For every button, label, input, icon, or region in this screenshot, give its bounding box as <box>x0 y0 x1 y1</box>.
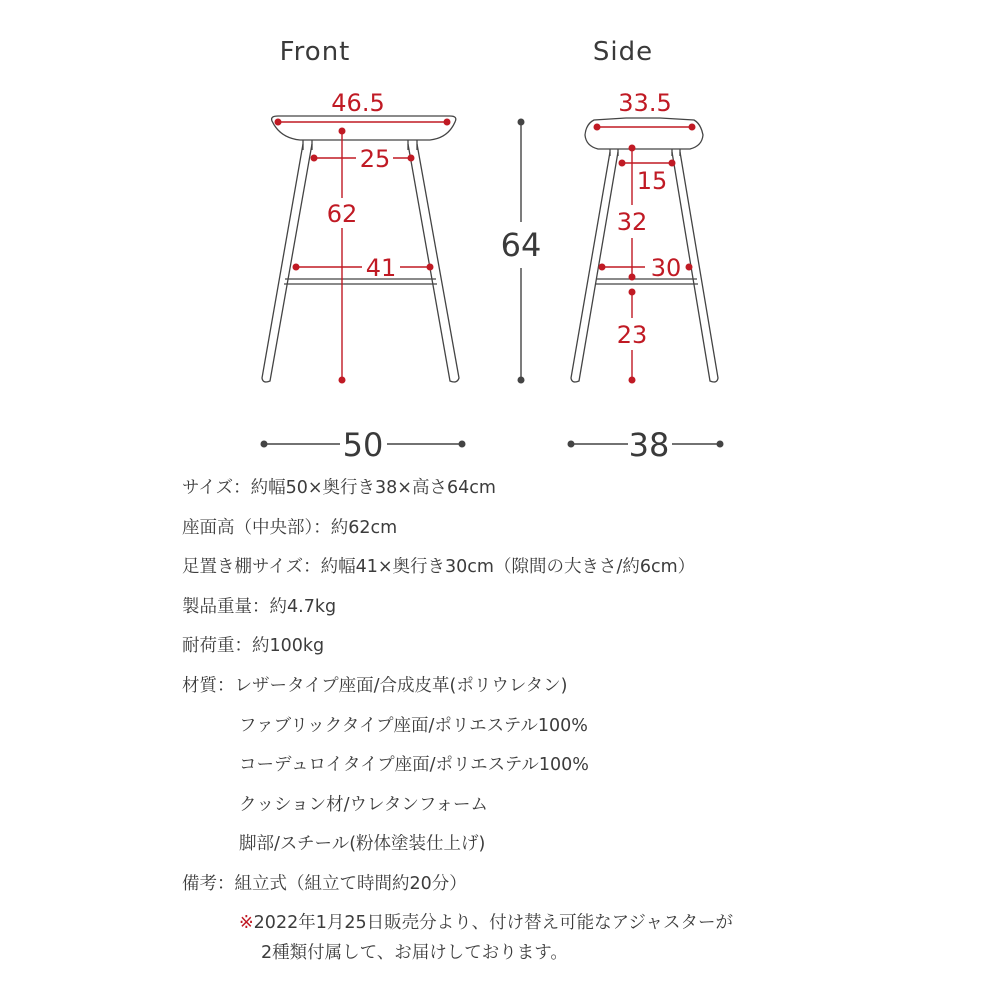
side-view-title: Side <box>592 37 654 67</box>
spec-note-line-1 <box>239 913 982 933</box>
side-overall-depth-label: 38 <box>628 426 670 464</box>
side-frame-gap-label: 15 <box>636 167 668 195</box>
spec-material-leather: 材質：レザータイプ座面/合成皮革(ポリウレタン) <box>182 675 568 696</box>
note-mark: ※ <box>239 912 254 933</box>
side-upper-height-label: 32 <box>616 208 648 236</box>
spec-list <box>182 478 982 973</box>
side-footrest-depth-label: 30 <box>650 254 682 282</box>
spec-material-corduroy: コーデュロイタイプ座面/ポリエステル100% <box>239 755 589 776</box>
spec-size: サイズ：約幅50×奥行き38×高さ64cm <box>182 478 496 498</box>
front-seat-width-label: 46.5 <box>331 89 385 117</box>
side-footrest-height-label: 23 <box>616 321 648 349</box>
front-footrest-width-label: 41 <box>365 254 397 282</box>
front-overall-width-label: 50 <box>342 426 384 464</box>
front-view-title: Front <box>279 37 351 67</box>
spec-material-legs: 脚部/スチール(粉体塗装仕上げ) <box>239 834 486 855</box>
front-seat-height-label: 62 <box>326 200 358 228</box>
overall-height-label: 64 <box>500 226 542 264</box>
side-seat-depth-label: 33.5 <box>618 89 672 117</box>
spec-note-line-2: 2種類付属して、お届けしております。 <box>261 942 568 963</box>
spec-material-cushion: クッション材/ウレタンフォーム <box>239 794 488 815</box>
spec-note-text-1: 2022年1月25日販売分より、付け替え可能なアジャスターが <box>253 912 734 933</box>
spec-material-fabric: ファブリックタイプ座面/ポリエステル100% <box>239 715 588 736</box>
spec-weight: 製品重量：約4.7kg <box>182 596 337 617</box>
spec-load: 耐荷重：約100kg <box>182 636 325 657</box>
spec-seat-height: 座面高（中央部）：約62cm <box>182 517 398 538</box>
stool-dimension-diagram <box>0 0 1000 470</box>
spec-footrest: 足置き棚サイズ：約幅41×奥行き30cm（隙間の大きさ/約6cm） <box>182 557 696 578</box>
spec-note <box>182 913 982 963</box>
spec-remarks: 備考：組立式（組立て時間約20分） <box>182 873 467 894</box>
front-frame-width-label: 25 <box>359 145 391 173</box>
